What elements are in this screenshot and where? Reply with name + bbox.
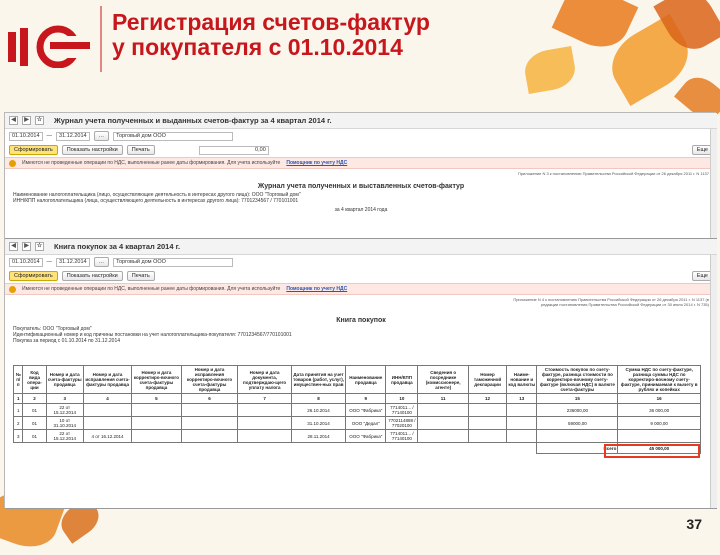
date-to-field[interactable]: 31.12.2014 [56,258,90,267]
cell-currency [507,404,537,417]
column-header: Сведения о посреднике (комиссионере, агенте) [418,366,469,394]
cell-op-code: 01 [23,417,46,430]
column-header: Наиме-нование и код валюты [507,366,537,394]
vat-warning-bar [5,283,717,295]
cell-corr [132,417,181,430]
star-icon[interactable]: ☆ [36,243,43,249]
star-icon[interactable]: ☆ [36,117,43,123]
cell-op-code: 01 [23,404,46,417]
column-number: 3 [46,394,83,404]
date-to-field[interactable]: 31.12.2014 [56,132,90,141]
journal-period-line: за 4 квартал 2014 года [334,207,388,213]
1c-logo [6,24,96,68]
table-header-row [14,366,701,394]
column-header: Номер таможенной декларации [469,366,507,394]
table-total-row [14,443,701,454]
column-number: 2 [23,394,46,404]
column-number: 10 [386,394,418,404]
column-header: Стоимость покупок по счету-фактуре, разница стоимости по корректиро-вочному счету-фактуре (включая НДС) в валюте счета-фактуры [537,366,618,394]
amount-field[interactable]: 0,00 [199,146,269,155]
more-button[interactable]: Еще [692,271,713,281]
period-select-button[interactable]: … [94,257,110,267]
warning-icon [9,286,16,293]
cell-agent [418,404,469,417]
cell-number: 1 [14,404,23,417]
column-number: 15 [537,394,618,404]
column-header: № п/п [14,366,23,394]
column-number: 1 [14,394,23,404]
generate-button[interactable]: Сформировать [9,145,58,155]
column-number: 5 [132,394,181,404]
book-doc-title: Книга покупок [336,317,386,324]
book-buyer-line: Покупатель: ООО "Торговый дом" [13,326,92,332]
journal-window-title: Журнал учета полученных и выданных счетов-фактур за 4 квартал 2014 г. [54,116,332,125]
cell-op-code: 01 [23,430,46,443]
cell-payment-doc [238,417,291,430]
column-number-row [14,394,701,404]
column-number: 8 [291,394,345,404]
book-right-note: Приложение N 4 к постановлению Правительства Российской Федерации от 26 декабря 2011 г. N 1137 (в редакции постановления Правительства Российской Федерации от 30 июля 2014 г. N 735) [513,297,709,307]
column-header: ИНН/КПП продавца [386,366,418,394]
column-number: 13 [507,394,537,404]
cell-fixcorr [181,404,238,417]
cell-accept-date: 26.10.2014 [291,404,345,417]
journal-inn-line: ИНН/КПП налогоплательщика (лица, осуществляющего деятельность в интересах другого лица): 7701234567 / 770101001 [13,198,299,204]
warning-text: Имеются не проведенные операции по НДС, выполненные ранее даты формирования. Для учета используйте [22,286,281,292]
book-titlebar [5,239,717,255]
cell-agent [418,430,469,443]
vat-assistant-link[interactable]: Помощник по учету НДС [286,286,348,292]
cell-corr [132,430,181,443]
back-icon[interactable]: ◀ [9,116,18,125]
cell-customs [469,417,507,430]
journal-titlebar [5,113,717,129]
cell-invoice: 22 от 15.12.2014 [46,430,83,443]
column-header: Номер и дата счета-фактуры продавца [46,366,83,394]
column-number: 9 [346,394,386,404]
column-header: Номер и дата исправления счета-фактуры продавца [83,366,131,394]
back-icon[interactable]: ◀ [9,242,18,251]
vat-warning-bar [5,157,717,169]
generate-button[interactable]: Сформировать [9,271,58,281]
column-header: Номер и дата документа, подтверждаю-щего уплату налога [238,366,291,394]
organization-field[interactable]: Торговый дом ООО [113,258,233,267]
organization-field[interactable]: Торговый дом ООО [113,132,233,141]
journal-document [5,169,717,217]
cell-corr [132,404,181,417]
cell-customs [469,404,507,417]
table-row[interactable] [14,417,701,430]
column-number: 7 [238,394,291,404]
title-line-2: у покупателя с 01.10.2014 [112,34,403,60]
cell-vat: 36 000,00 [618,404,701,417]
cell-seller: ООО "Фабрика" [346,430,386,443]
column-number: 16 [618,394,701,404]
period-select-button[interactable]: … [94,131,110,141]
cell-total: 236000,00 [537,404,618,417]
screenshot-frame [4,112,716,508]
cell-invoice: 10 от 31.10.2014 [46,417,83,430]
total-vat: 45 000,00 [618,443,701,454]
date-from-field[interactable]: 01.10.2014 [9,258,43,267]
cell-customs [469,430,507,443]
table-row[interactable] [14,404,701,417]
total-label: Всего [537,443,618,454]
more-button[interactable]: Еще [692,145,713,155]
cell-vat: 9 000,00 [618,417,701,430]
column-number: 11 [418,394,469,404]
cell-seller-inn: 7714011... / 77140100 [386,430,418,443]
show-settings-button[interactable]: Показать настройки [62,145,123,155]
cell-total [537,430,618,443]
cell-number: 2 [14,417,23,430]
cell-fix [83,404,131,417]
journal-right-note: Приложение N 3 к постановлению Правительства Российской Федерации от 26 декабря 2011 г. N 1137 [517,171,709,176]
column-header: Номер и дата исправления корректиро-вочного счета-фактуры продавца [181,366,238,394]
journal-org-line: Наименование налогоплательщика (лицо, осуществляющее деятельность в интересах другого лица): ООО "Торговый дом" [13,192,301,198]
journal-doc-title: Журнал учета полученных и выставленных счетов-фактур [257,183,465,190]
vat-assistant-link[interactable]: Помощник по учету НДС [286,160,348,166]
book-inn-line: Идентификационный номер и код причины постановки на учет налогоплательщика-покупателя: 7701234567/770101001 [13,332,292,338]
cell-accept-date: 28.11.2014 [291,430,345,443]
column-number: 12 [469,394,507,404]
column-header: Дата принятия на учет товаров (работ, услуг), имуществен-ных прав [291,366,345,394]
forward-icon[interactable]: ▶ [22,242,31,251]
cell-fixcorr [181,417,238,430]
cell-seller: ООО "Дедал" [346,417,386,430]
slide-title [112,10,532,60]
cell-payment-doc [238,404,291,417]
table-row[interactable] [14,430,701,443]
journal-window [5,113,717,239]
show-settings-button[interactable]: Показать настройки [62,271,123,281]
book-window-title: Книга покупок за 4 квартал 2014 г. [54,242,181,251]
cell-accept-date: 31.10.2014 [291,417,345,430]
journal-period-bar: 01.10.2014 — 31.12.2014 … Торговый дом ООО [5,129,717,143]
book-document [5,295,717,348]
column-number: 6 [181,394,238,404]
book-scrollbar[interactable] [710,255,717,508]
purchase-book-table [13,365,701,454]
column-header: Сумма НДС по счету-фактуре, разница суммы НДС по корректиро-вочному счету-фактуре, принимаемая к вычету в рублях и копейках [618,366,701,394]
book-period-bar: 01.10.2014 — 31.12.2014 … Торговый дом ООО [5,255,717,269]
book-toolbar [5,269,717,283]
warning-text: Имеются не проведенные операции по НДС, выполненные ранее даты формирования. Для учета используйте [22,160,281,166]
cell-total: 59000,00 [537,417,618,430]
column-header: Код вида опера-ции [23,366,46,394]
highlight-frame [604,444,700,458]
cell-fix [83,417,131,430]
warning-icon [9,160,16,167]
print-button[interactable]: Печать [127,145,155,155]
cell-currency [507,417,537,430]
cell-seller-inn: 7714011... / 77140100 [386,404,418,417]
forward-icon[interactable]: ▶ [22,116,31,125]
date-from-field[interactable]: 01.10.2014 [9,132,43,141]
cell-vat [618,430,701,443]
column-header: Наименование продавца [346,366,386,394]
book-period-line: Покупка за период с 01.10.2014 по 31.12.2014 [13,338,120,344]
cell-seller-inn: 7702114888 / 77020100 [386,417,418,430]
column-header: Номер и дата корректиро-вочного счета-фактуры продавца [132,366,181,394]
print-button[interactable]: Печать [127,271,155,281]
cell-invoice: 22 от 15.12.2014 [46,404,83,417]
header-divider [100,6,102,72]
cell-currency [507,430,537,443]
journal-scrollbar[interactable] [710,129,717,238]
cell-fixcorr [181,430,238,443]
title-line-1: Регистрация счетов-фактур [112,9,430,35]
cell-payment-doc [238,430,291,443]
slide-number: 37 [686,516,702,532]
cell-agent [418,417,469,430]
cell-fix: 4 от 16.12.2014 [83,430,131,443]
cell-seller: ООО "Фабрика" [346,404,386,417]
journal-toolbar [5,143,717,157]
column-number: 4 [83,394,131,404]
cell-number: 3 [14,430,23,443]
